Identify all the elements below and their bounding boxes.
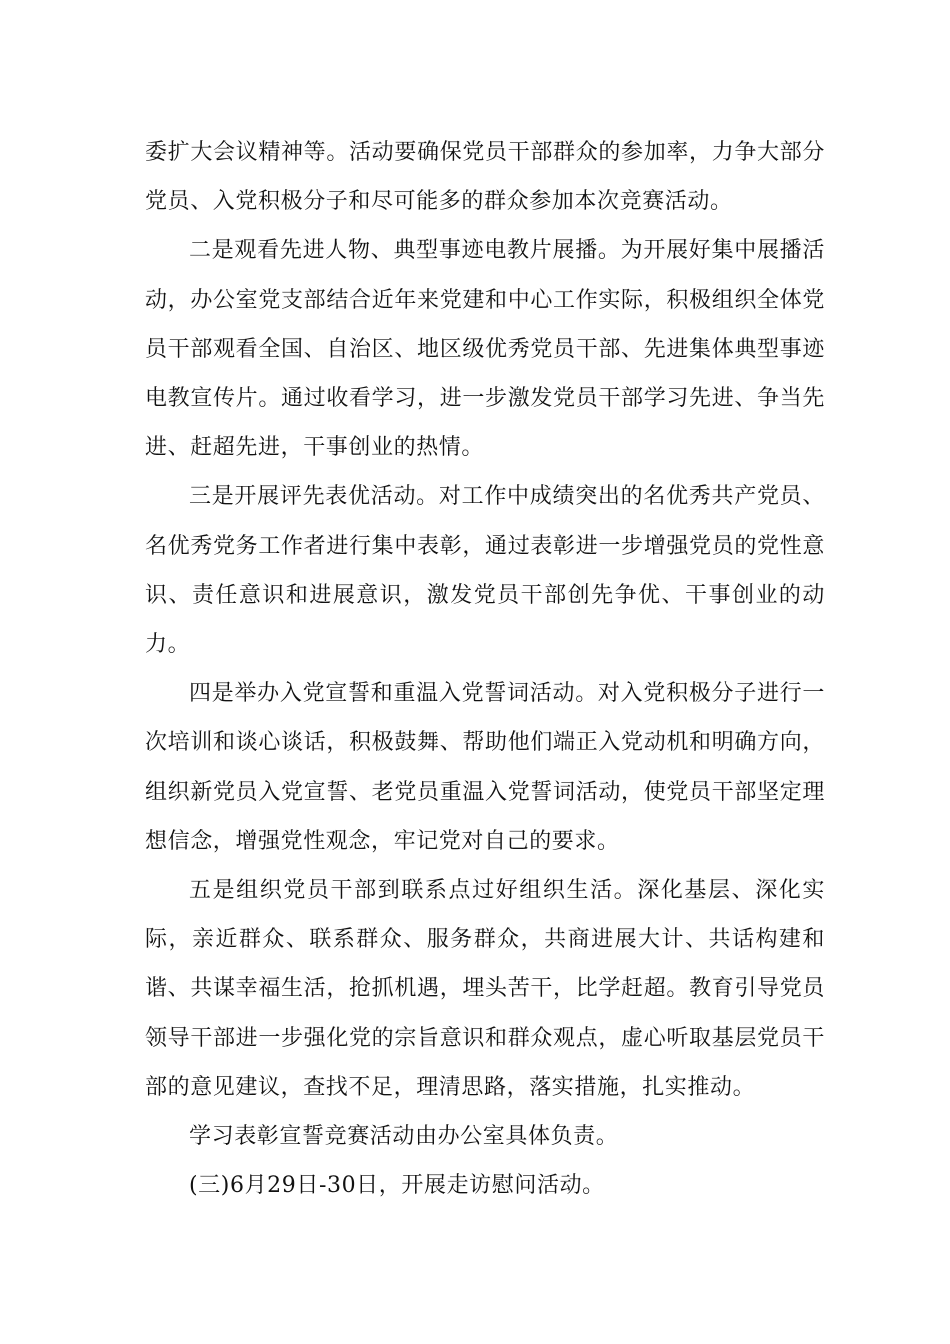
paragraph-5: 五是组织党员干部到联系点过好组织生活。深化基层、深化实际，亲近群众、联系群众、服务群众，共商进展大计、共话构建和谐、共谋幸福生活，抢抓机遇，埋头苦干，比学赶超。教育引导党员领导干部进一步强化党的宗旨意识和群众观点，虚心听取基层党员干部的意见建议，查找不足，理清思路，落实措施，扎实推动。 bbox=[145, 878, 825, 1100]
paragraph-6: 学习表彰宣誓竞赛活动由办公室具体负责。 bbox=[189, 1124, 619, 1150]
paragraph-4: 四是举办入党宣誓和重温入党誓词活动。对入党积极分子进行一次培训和谈心谈话，积极鼓舞、帮助他们端正入党动机和明确方向，组织新党员入党宣誓、老党员重温入党誓词活动，使党员干部坚定理想信念，增强党性观念，牢记党对自己的要求。 bbox=[145, 681, 825, 854]
paragraph-7: (三)6月29日-30日，开展走访慰问活动。 bbox=[189, 1173, 605, 1199]
document-body bbox=[145, 128, 825, 1210]
paragraph-3: 三是开展评先表优活动。对工作中成绩突出的名优秀共产党员、名优秀党务工作者进行集中表彰，通过表彰进一步增强党员的党性意识、责任意识和进展意识，激发党员干部创先争优、干事创业的动力。 bbox=[145, 484, 825, 658]
paragraph-1: 委扩大会议精神等。活动要确保党员干部群众的参加率，力争大部分党员、入党积极分子和尽可能多的群众参加本次竞赛活动。 bbox=[145, 140, 825, 215]
paragraph-2: 二是观看先进人物、典型事迹电教片展播。为开展好集中展播活动，办公室党支部结合近年来党建和中心工作实际，积极组织全体党员干部观看全国、自治区、地区级优秀党员干部、先进集体典型事迹电教宣传片。通过收看学习，进一步激发党员干部学习先进、争当先进、赶超先进，干事创业的热情。 bbox=[145, 238, 825, 461]
